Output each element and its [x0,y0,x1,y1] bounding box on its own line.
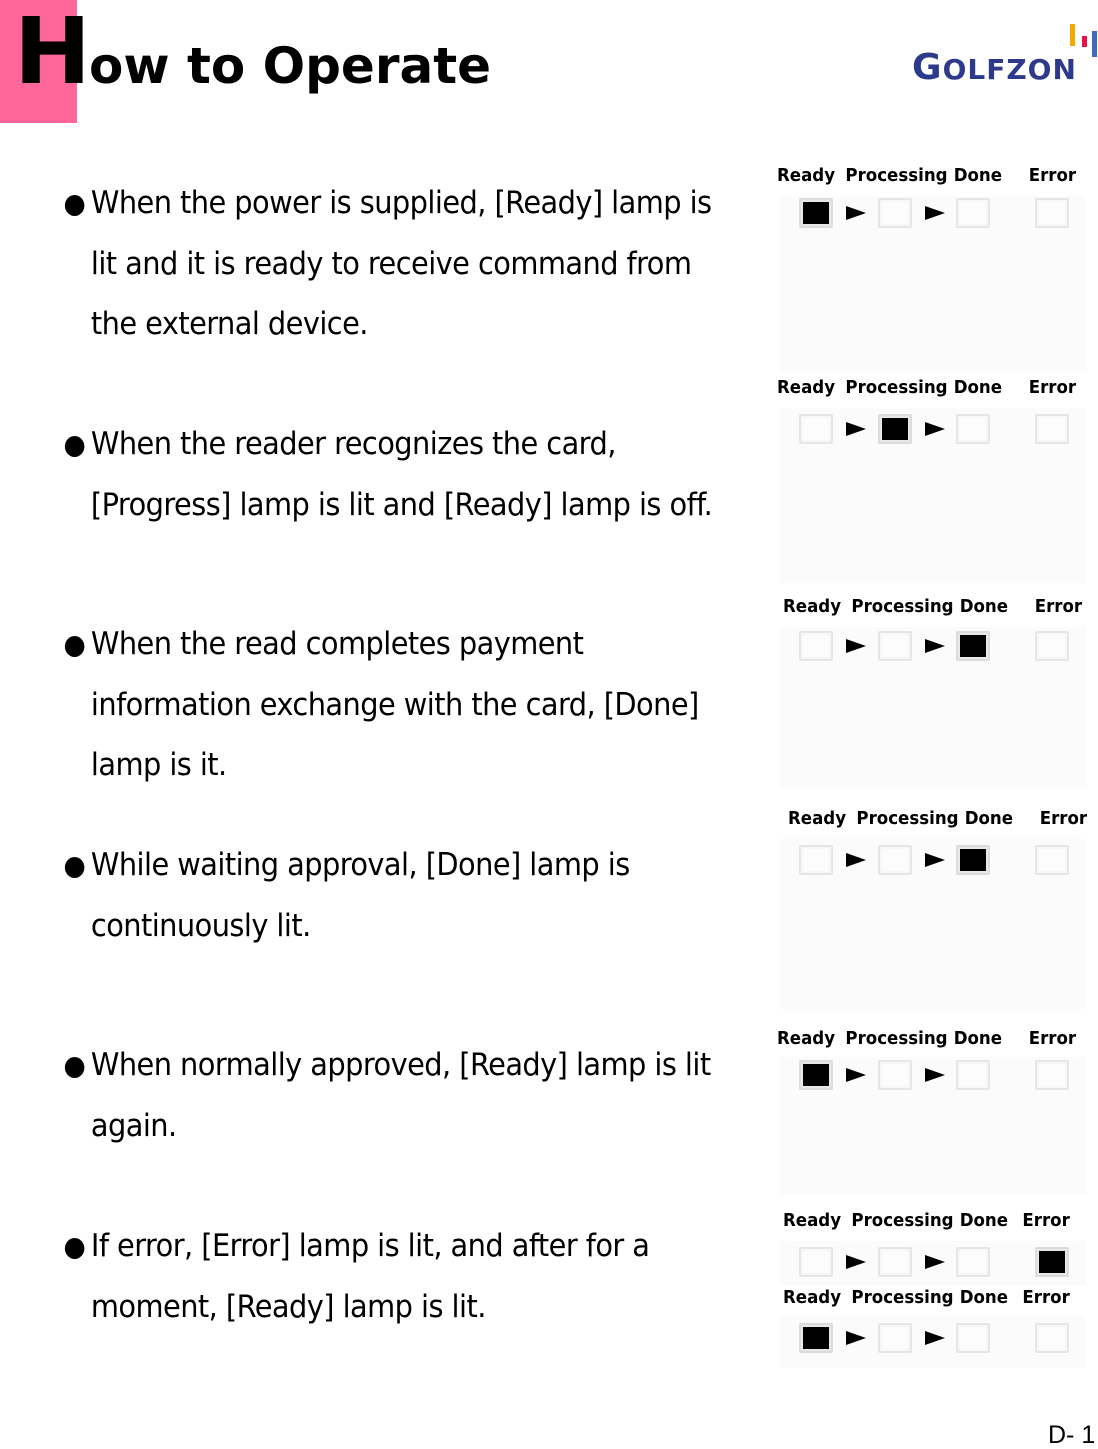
step-3-description: When the read completes payment information exchange with the card, [Done] lamp is it. [63,614,719,796]
step-6-description: If error, [Error] lamp is lit, and after for a moment, [Ready] lamp is lit. [63,1216,719,1337]
lamp-row [778,1323,1086,1355]
lamp-panel-step-5: Ready Processing Done Error [778,1029,1086,1194]
done-lamp-off [956,1323,990,1353]
lamp-row [778,1247,1086,1279]
ready-lamp-on [799,198,833,228]
arrow-right-icon [846,422,866,436]
error-lamp-on [1035,1247,1069,1277]
ready-lamp-off [799,845,833,875]
bullet-icon [65,1238,85,1259]
processing-lamp-off [878,1323,912,1353]
lamp-panel-step-2: Ready Processing Done Error [778,378,1086,583]
lamp-row [778,1060,1086,1092]
bullet-icon [65,1057,85,1078]
ready-lamp-off [799,414,833,444]
page-title [14,0,492,105]
lamp-panel-step-1: Ready Processing Done Error [778,166,1086,371]
step-2-description: When the reader recognizes the card, [Progress] lamp is lit and [Ready] lamp is off. [63,414,719,535]
processing-lamp-on [878,414,912,444]
lamp-panel-step-3: Ready Processing Done Error [778,597,1086,787]
ready-lamp-off [799,1247,833,1277]
arrow-right-icon [846,639,866,653]
page-number: D- 1 [1048,1421,1096,1449]
arrow-right-icon [846,1255,866,1269]
logo-wordmark: GOLFZON [912,47,1077,88]
arrow-right-icon [925,1255,945,1269]
arrow-right-icon [925,1331,945,1345]
done-lamp-off [956,198,990,228]
done-lamp-on [956,631,990,661]
logo-bar-blue [1092,31,1097,57]
error-lamp-off [1035,414,1069,444]
title-initial: H [14,0,89,105]
arrow-right-icon [925,1068,945,1082]
done-lamp-off [956,1247,990,1277]
bullet-icon [65,857,85,878]
error-lamp-off [1035,198,1069,228]
lamp-panel-step-6-error: Ready Processing Done Error [778,1211,1086,1286]
lamp-row [778,414,1086,446]
arrow-right-icon [846,206,866,220]
golfzon-logo [912,20,1098,90]
done-lamp-on [956,845,990,875]
ready-lamp-on [799,1323,833,1353]
error-lamp-off [1035,1060,1069,1090]
processing-lamp-off [878,1247,912,1277]
processing-lamp-off [878,198,912,228]
step-4-description: While waiting approval, [Done] lamp is continuously lit. [63,835,719,956]
logo-bar-orange [1070,24,1075,46]
error-lamp-off [1035,1323,1069,1353]
step-1-description: When the power is supplied, [Ready] lamp is lit and it is ready to receive command from the external device. [63,173,719,355]
logo-bar-red [1082,36,1087,47]
ready-lamp-on [799,1060,833,1090]
bullet-icon [65,436,85,457]
lamp-row [778,631,1086,663]
arrow-right-icon [846,1068,866,1082]
bullet-icon [65,636,85,657]
processing-lamp-off [878,631,912,661]
ready-lamp-off [799,631,833,661]
error-lamp-off [1035,845,1069,875]
lamp-row [778,845,1086,877]
done-lamp-off [956,1060,990,1090]
step-5-description: When normally approved, [Ready] lamp is lit again. [63,1035,719,1156]
lamp-panel-step-6-ready: Ready Processing Done Error [778,1288,1086,1368]
title-rest: ow to Operate [89,37,492,95]
arrow-right-icon [925,853,945,867]
bullet-icon [65,195,85,216]
processing-lamp-off [878,1060,912,1090]
lamp-row [778,198,1086,230]
processing-lamp-off [878,845,912,875]
arrow-right-icon [925,206,945,220]
arrow-right-icon [925,639,945,653]
lamp-panel-step-4: Ready Processing Done Error [778,809,1086,1009]
arrow-right-icon [846,1331,866,1345]
done-lamp-off [956,414,990,444]
error-lamp-off [1035,631,1069,661]
arrow-right-icon [925,422,945,436]
arrow-right-icon [846,853,866,867]
